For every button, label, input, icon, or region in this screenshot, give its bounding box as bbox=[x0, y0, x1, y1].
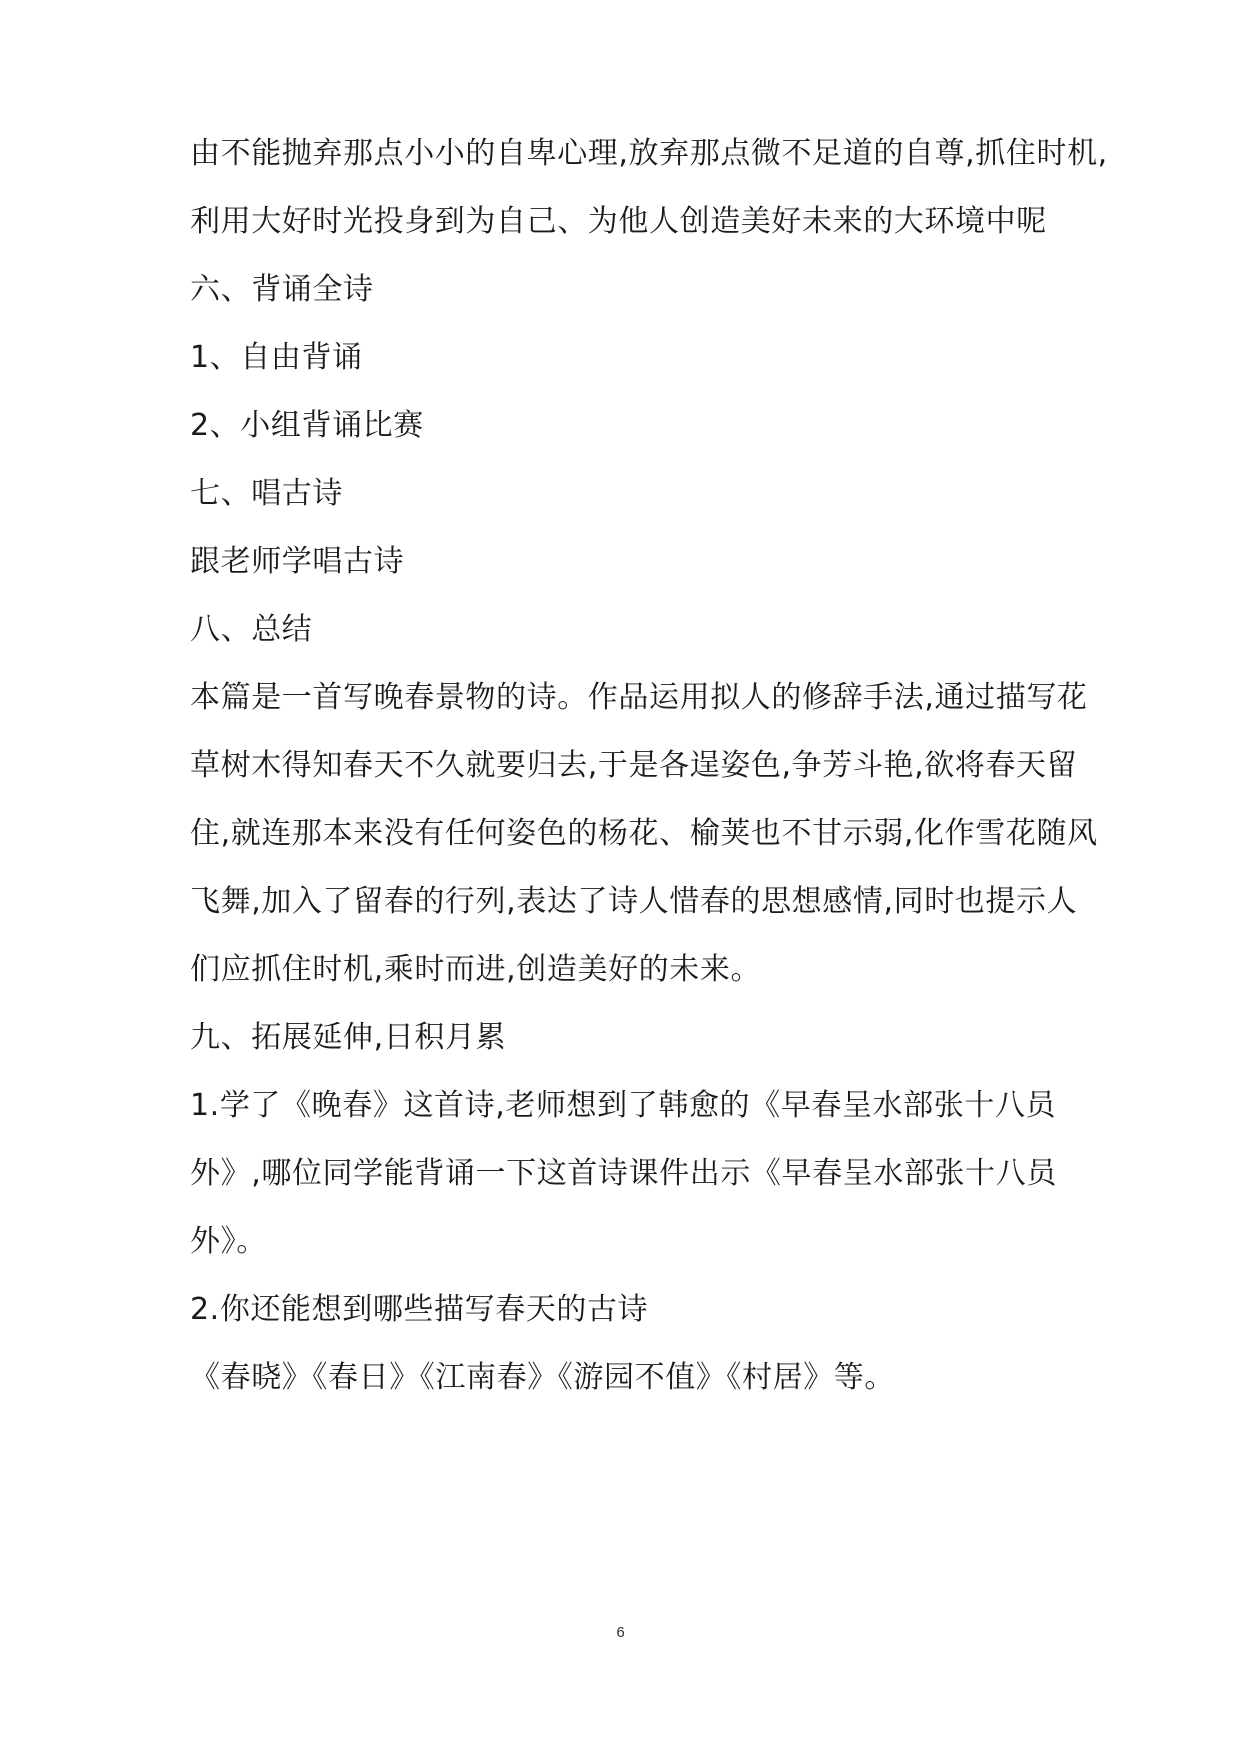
paragraph-line: 2.你还能想到哪些描写春天的古诗 bbox=[190, 1292, 649, 1327]
paragraph-line: 本篇是一首写晚春景物的诗。作品运用拟人的修辞手法,通过描写花 bbox=[190, 680, 1088, 715]
paragraph-line: 草树木得知春天不久就要归去,于是各逞姿色,争芳斗艳,欲将春天留 bbox=[190, 748, 1078, 783]
section-heading: 六、背诵全诗 bbox=[190, 272, 374, 307]
paragraph-line: 外》,哪位同学能背诵一下这首诗课件出示《早春呈水部张十八员 bbox=[190, 1156, 1057, 1191]
paragraph-line: 《春晓》《春日》《江南春》《游园不值》《村居》等。 bbox=[190, 1360, 895, 1395]
paragraph-line: 1.学了《晚春》这首诗,老师想到了韩愈的《早春呈水部张十八员 bbox=[190, 1088, 1057, 1123]
section-heading: 八、总结 bbox=[190, 612, 313, 647]
section-heading: 七、唱古诗 bbox=[190, 476, 343, 511]
paragraph-line: 利用大好时光投身到为自己、为他人创造美好未来的大环境中呢 bbox=[190, 204, 1047, 239]
list-item: 1、自由背诵 bbox=[190, 340, 363, 375]
paragraph-line: 们应抓住时机,乘时而进,创造美好的未来。 bbox=[190, 952, 762, 987]
paragraph-line: 由不能抛弃那点小小的自卑心理,放弃那点微不足道的自尊,抓住时机, bbox=[190, 136, 1108, 171]
paragraph-line: 外》。 bbox=[190, 1224, 267, 1259]
page-number: 6 bbox=[616, 1624, 625, 1641]
paragraph-line: 飞舞,加入了留春的行列,表达了诗人惜春的思想感情,同时也提示人 bbox=[190, 884, 1078, 919]
paragraph-line: 住,就连那本来没有任何姿色的杨花、榆荚也不甘示弱,化作雪花随风 bbox=[190, 816, 1098, 851]
list-item: 2、小组背诵比赛 bbox=[190, 408, 424, 443]
section-heading: 九、拓展延伸,日积月累 bbox=[190, 1020, 507, 1055]
paragraph-line: 跟老师学唱古诗 bbox=[190, 544, 405, 579]
